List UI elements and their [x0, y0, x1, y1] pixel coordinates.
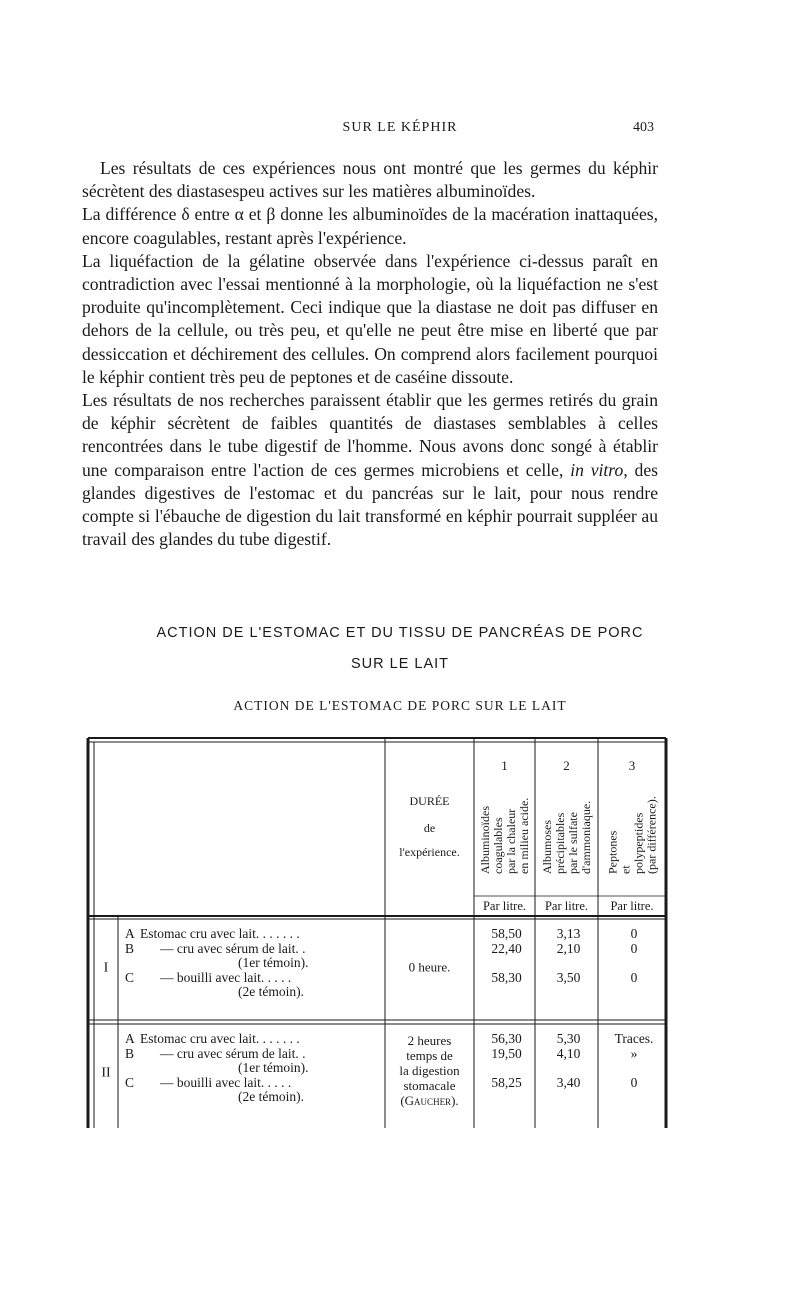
- row-value: »: [630, 1046, 638, 1061]
- row-note: (1er témoin).: [238, 1060, 309, 1075]
- paragraph-4-italic: in vitro: [570, 459, 624, 480]
- section-title-line-2: SUR LE LAIT: [350, 656, 450, 672]
- column-label: précipitables: [553, 812, 567, 874]
- page-number: 403: [633, 120, 654, 135]
- row-letter: B: [125, 1046, 135, 1061]
- column-label: Peptones: [605, 830, 620, 874]
- row-value: 3,13: [556, 926, 581, 941]
- row-value: 2,10: [556, 941, 581, 956]
- group-duration: stomacale: [403, 1078, 456, 1093]
- column-unit: Par litre.: [482, 899, 527, 913]
- row-letter: B: [125, 941, 135, 956]
- row-value: 58,25: [491, 1075, 522, 1090]
- column-label: polypeptides: [631, 812, 646, 874]
- row-letter: A: [125, 1031, 135, 1046]
- row-letter: C: [125, 1075, 135, 1090]
- column-label: Albumoses: [540, 820, 554, 874]
- group-roman: II: [101, 1065, 111, 1081]
- column-label: d'ammoniaque.: [579, 800, 593, 874]
- group-duration: temps de: [406, 1048, 453, 1063]
- section-title-line-1: ACTION DE L'ESTOMAC ET DU TISSU DE PANCRÉAS DE PORC: [156, 625, 644, 641]
- row-value: 4,10: [556, 1046, 581, 1061]
- column-label: coagulables: [491, 817, 505, 874]
- column-label: et: [618, 865, 633, 874]
- row-value: 56,30: [491, 1031, 522, 1046]
- paragraph-4-part-1: Les résultats de nos recherches paraissent établir que les germes retirés du grain de képhir sécrètent de faibles quantités de diastases semblables à celles rencontrées dans le tube digestif de l'homme. Nous avons donc songé à établir une comparaison entre l'action de ces germes microbiens et celle,: [82, 390, 658, 480]
- table-subtitle: ACTION DE L'ESTOMAC DE PORC SUR LE LAIT: [233, 698, 567, 713]
- row-value: 0: [630, 970, 638, 985]
- row-description: — cru avec sérum de lait. .: [160, 941, 306, 956]
- row-letter: C: [125, 970, 135, 985]
- duration-header: de: [423, 821, 436, 835]
- row-value: 3,40: [556, 1075, 581, 1090]
- paragraph-1: Les résultats de ces expériences nous ont montré que les germes du képhir sécrètent des diastasespeu actives sur les matières albuminoïdes.: [82, 158, 658, 202]
- group-duration: (Gaucher).: [400, 1093, 459, 1108]
- row-value: Traces.: [614, 1031, 654, 1046]
- row-description: Estomac cru avec lait. . . . . . .: [140, 926, 300, 941]
- paragraph-2: La différence δ entre α et β donne les albuminoïdes de la macération inattaquées, encore coagulables, restant après l'expérience.: [82, 204, 658, 248]
- group-duration: la digestion: [399, 1063, 460, 1078]
- row-note: (1er témoin).: [238, 955, 309, 970]
- group-roman: I: [103, 960, 109, 976]
- duration-header: DURÉE: [409, 794, 450, 808]
- row-description: — bouilli avec lait. . . . .: [160, 970, 292, 985]
- column-label: Albuminoïdes: [478, 806, 492, 874]
- column-label: (par différence).: [644, 796, 659, 874]
- row-value: 5,30: [556, 1031, 581, 1046]
- column-number: 3: [628, 758, 636, 773]
- row-note: (2e témoin).: [238, 1089, 304, 1104]
- group-duration: 0 heure.: [408, 959, 451, 975]
- running-title: SUR LE KÉPHIR: [342, 120, 458, 135]
- group-duration: 2 heures: [407, 1033, 452, 1048]
- paragraph-3: La liquéfaction de la gélatine observée dans l'expérience ci-dessus paraît en contradiction avec l'essai mentionné à la morphologie, où la liquéfaction ne s'est produite qu'incomplètement. Ceci indique que la diastase ne doit pas diffuser en dehors de la cellule, ou très peu, et qu'elle ne peut être mise en liberté que par dessiccation et déchirement des cellules. On comprend alors facilement pourquoi le képhir contient très peu de peptones et de caséine dissoute.: [82, 250, 658, 387]
- duration-header: l'expérience.: [399, 845, 460, 859]
- column-unit: Par litre.: [610, 899, 654, 913]
- row-description: Estomac cru avec lait. . . . . . .: [140, 1031, 300, 1046]
- row-value: 0: [630, 941, 638, 956]
- column-label: par le sulfate: [566, 812, 580, 874]
- column-label: en milieu acide.: [517, 797, 531, 874]
- column-number: 2: [563, 758, 570, 773]
- row-value: 0: [630, 926, 638, 941]
- column-number: 1: [501, 758, 508, 773]
- row-value: 58,30: [491, 970, 522, 985]
- row-value: 22,40: [491, 941, 522, 956]
- row-value: 3,50: [556, 970, 581, 985]
- column-label: par la chaleur: [504, 808, 518, 874]
- row-value: 0: [630, 1075, 638, 1090]
- row-value: 58,50: [491, 926, 522, 941]
- row-description: — cru avec sérum de lait. .: [160, 1046, 306, 1061]
- paragraph-4-part-2: , des glandes digestives de l'estomac et du pancréas sur le lait, pour nous rendre compte si l'ébauche de digestion du lait transformé en képhir pourrait suppléer au travail des glandes du tube digestif.: [82, 459, 658, 550]
- row-note: (2e témoin).: [238, 984, 304, 999]
- column-unit: Par litre.: [544, 899, 589, 913]
- row-description: — bouilli avec lait. . . . .: [160, 1075, 292, 1090]
- row-value: 19,50: [491, 1046, 522, 1061]
- row-letter: A: [125, 926, 135, 941]
